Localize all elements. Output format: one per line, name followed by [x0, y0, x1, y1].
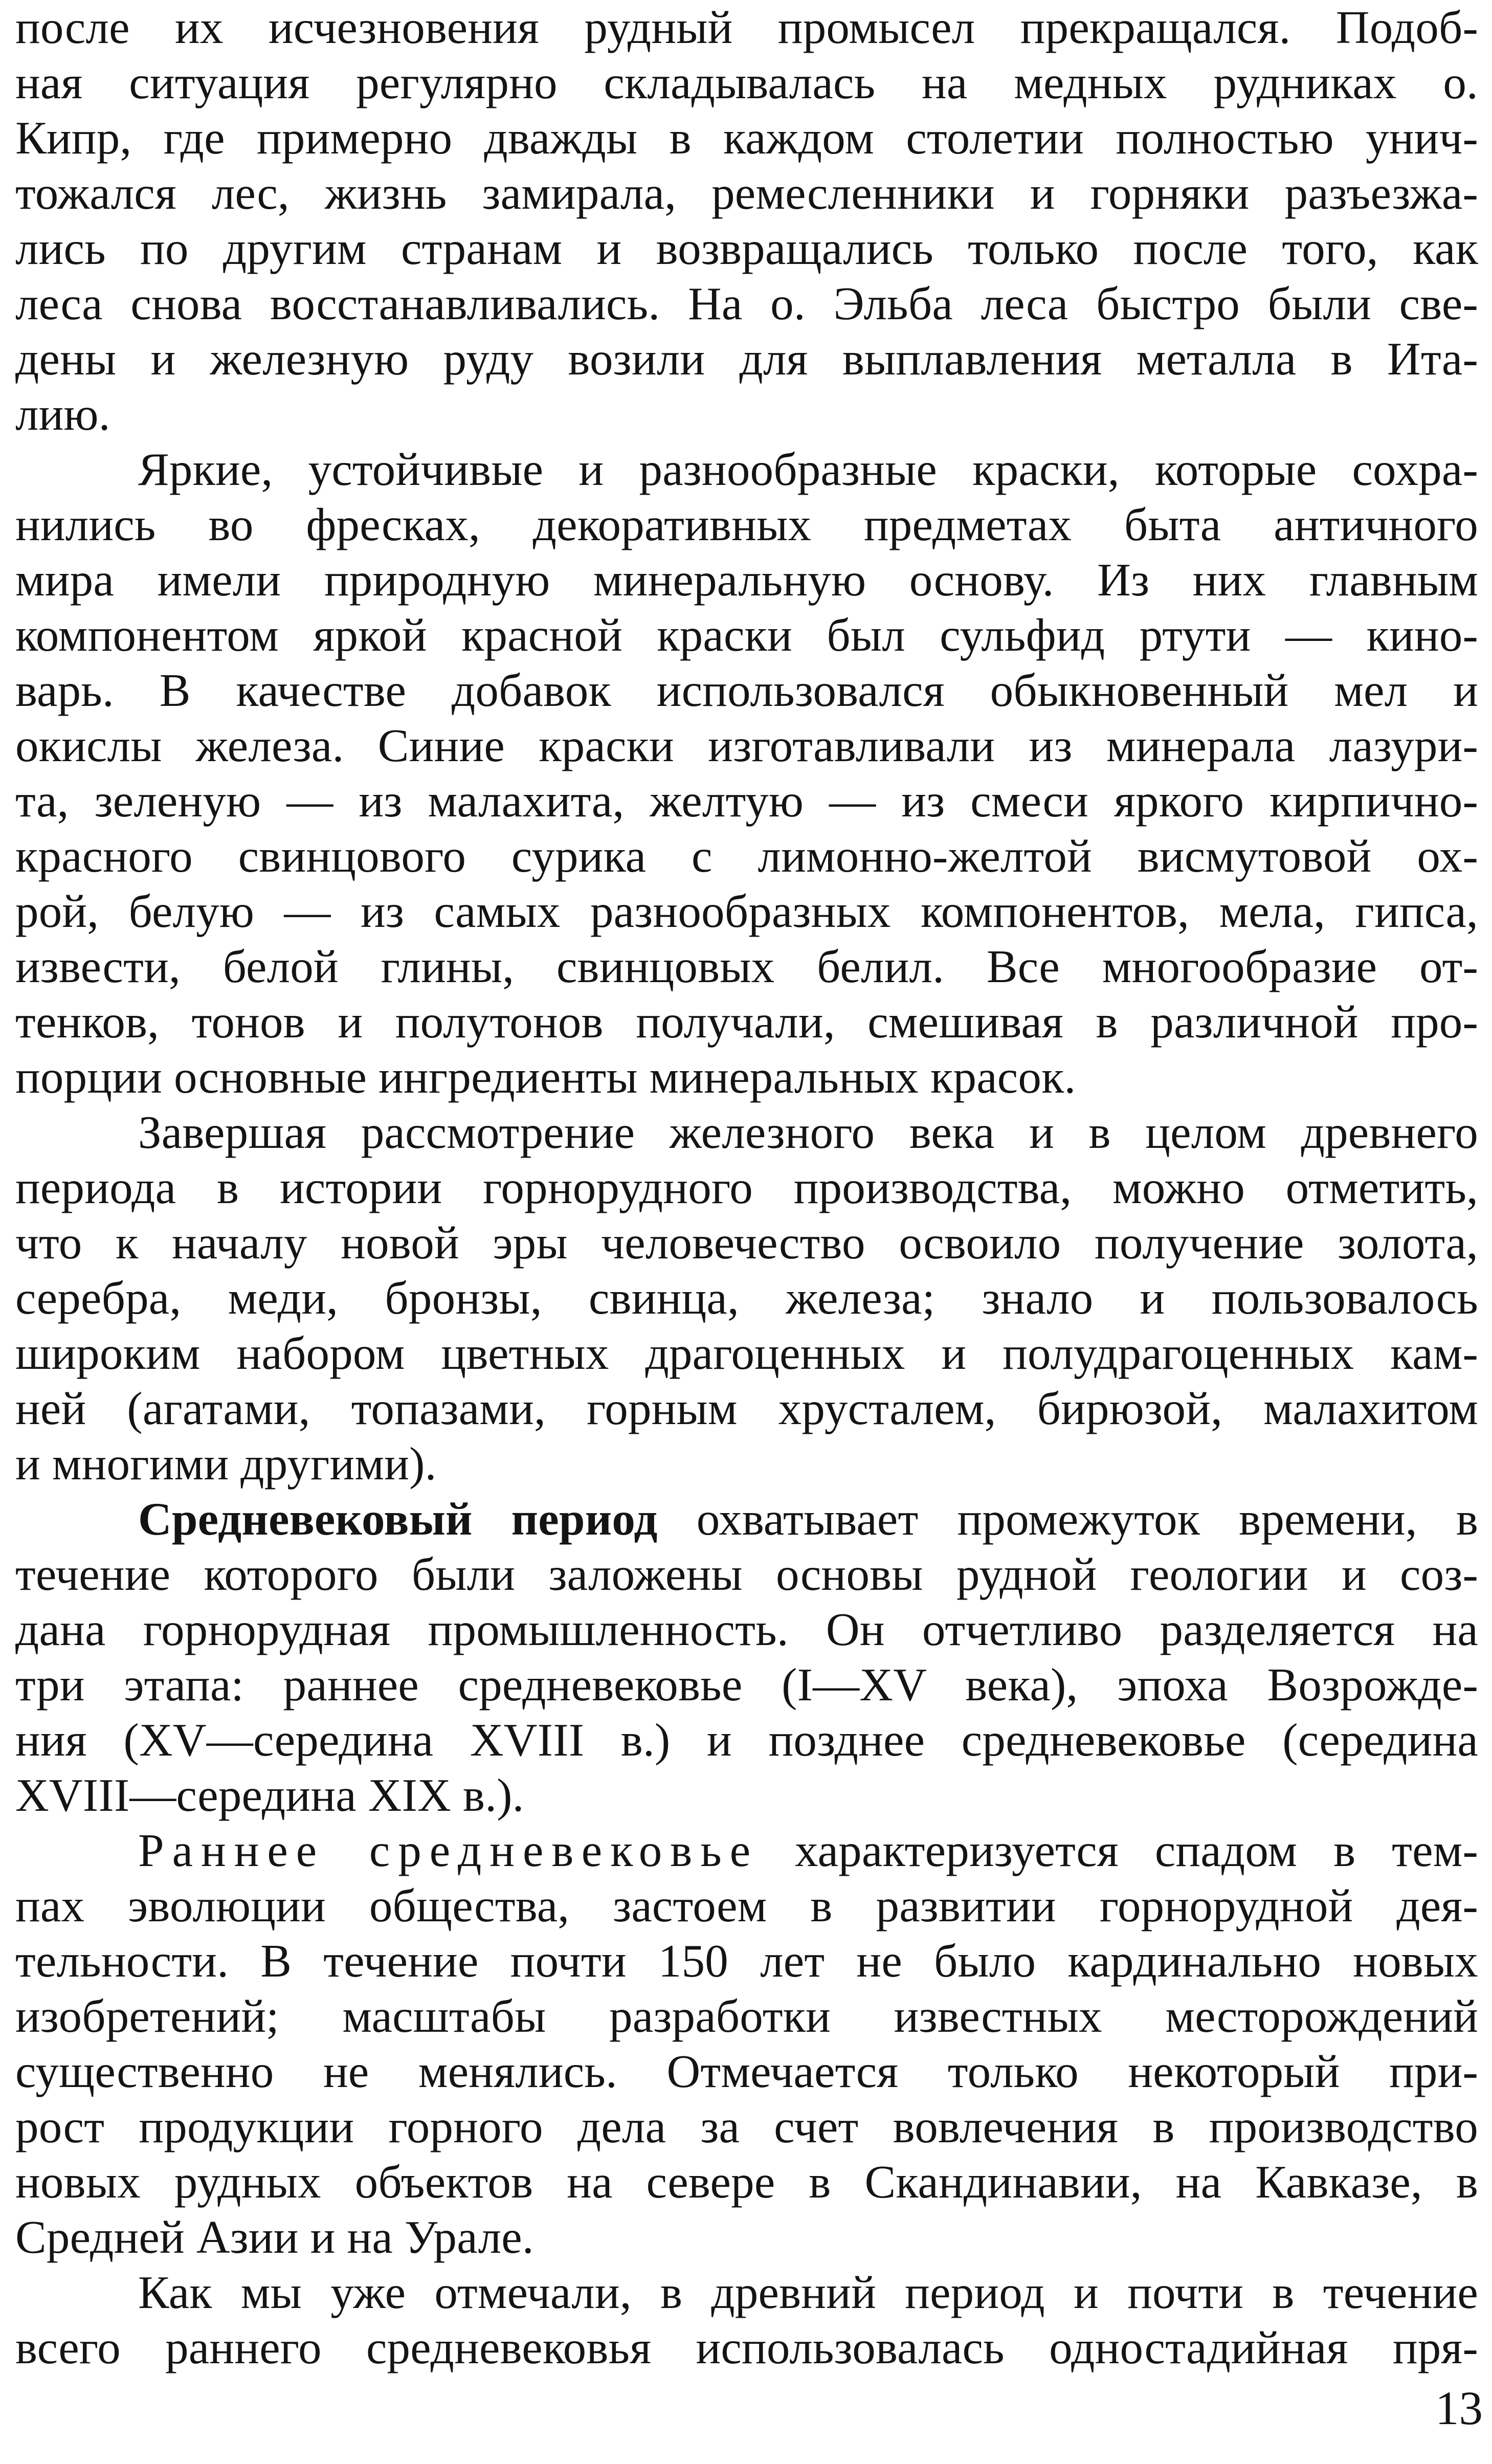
spaced-term: Раннее средневековье	[138, 1825, 759, 1876]
text-line: широким набором цветных драгоценных и полудрагоценных кам-	[15, 1327, 1478, 1379]
text-line: дены и железную руду возили для выплавления металла в Ита-	[15, 333, 1478, 385]
text-line: новых рудных объектов на севере в Скандинавии, на Кавказе, в	[15, 2156, 1478, 2208]
text-line	[138, 1823, 1478, 1878]
text-line-rest: характеризуется спадом в тем-	[795, 1825, 1479, 1876]
text-line: ней (агатами, топазами, горным хрусталем, бирюзой, малахитом	[15, 1383, 1478, 1434]
text-line: окислы железа. Синие краски изготавливали из минерала лазури-	[15, 720, 1478, 771]
text-line: и многими другими).	[15, 1438, 437, 1490]
text-line: рост продукции горного дела за счет вовлечения в производство	[15, 2101, 1478, 2152]
text-line: тенков, тонов и полутонов получали, смешивая в различной про-	[15, 996, 1478, 1048]
text-line: красного свинцового сурика с лимонно-желтой висмутовой ох-	[15, 830, 1478, 882]
text-line: ния (XV—середина XVIII в.) и позднее средневековье (середина	[15, 1714, 1478, 1766]
text-line: что к началу новой эры человечество освоило получение золота,	[15, 1217, 1478, 1269]
text-line: ная ситуация регулярно складывалась на медных рудниках о.	[15, 57, 1478, 108]
text-line: XVIII—середина XIX в.).	[15, 1769, 524, 1821]
text-line: Как мы уже отмечали, в древний период и почти в течение	[138, 2267, 1478, 2318]
text-line: Завершая рассмотрение железного века и в целом древнего	[138, 1106, 1478, 1158]
text-line: рой, белую — из самых разнообразных компонентов, мела, гипса,	[15, 885, 1478, 937]
text-line-rest: охватывает промежуток времени, в	[696, 1493, 1478, 1545]
text-line: всего раннего средневековья использовалась одностадийная пря-	[15, 2322, 1478, 2373]
text-line: леса снова восстанавливались. На о. Эльба леса быстро были све-	[15, 278, 1478, 329]
text-line: варь. В качестве добавок использовался обыкновенный мел и	[15, 664, 1478, 716]
text-line: Средней Азии и на Урале.	[15, 2211, 534, 2263]
text-line: течение которого были заложены основы рудной геологии и соз-	[15, 1548, 1478, 1600]
text-line: Яркие, устойчивые и разнообразные краски, которые сохра-	[138, 443, 1478, 495]
text-line: существенно не менялись. Отмечается только некоторый при-	[15, 2046, 1478, 2097]
text-line: периода в истории горнорудного производства, можно отметить,	[15, 1162, 1478, 1213]
text-line: пах эволюции общества, застоем в развитии горнорудной дея-	[15, 1880, 1478, 1932]
text-line: после их исчезновения рудный промысел прекращался. Подоб-	[15, 2, 1478, 53]
text-line: нились во фресках, декоративных предметах быта античного	[15, 499, 1478, 550]
text-line: лись по другим странам и возвращались только после того, как	[15, 223, 1478, 274]
text-line: три этапа: раннее средневековье (I—XV века), эпоха Возрожде-	[15, 1659, 1478, 1711]
text-line: извести, белой глины, свинцовых белил. Все многообразие от-	[15, 941, 1478, 992]
text-line: лию.	[15, 388, 110, 440]
page-number: 13	[1435, 2382, 1483, 2435]
text-line: изобретений; масштабы разработки известных месторождений	[15, 1990, 1478, 2042]
text-line: Кипр, где примерно дважды в каждом столетии полностью унич-	[15, 112, 1478, 164]
text-line: порции основные ингредиенты минеральных красок.	[15, 1051, 1076, 1103]
text-line: серебра, меди, бронзы, свинца, железа; знало и пользовалось	[15, 1272, 1478, 1324]
text-line: тельности. В течение почти 150 лет не было кардинально новых	[15, 1935, 1478, 1987]
text-line: мира имели природную минеральную основу. Из них главным	[15, 554, 1478, 606]
text-line	[138, 1492, 1478, 1547]
text-line: тожался лес, жизнь замирала, ремесленники и горняки разъезжа-	[15, 167, 1478, 219]
text-line: компонентом яркой красной краски был сульфид ртути — кино-	[15, 609, 1478, 661]
text-line: дана горнорудная промышленность. Он отчетливо разделяется на	[15, 1604, 1478, 1655]
bold-term: Средневековый период	[138, 1493, 658, 1545]
text-line: та, зеленую — из малахита, желтую — из смеси яркого кирпично-	[15, 775, 1478, 827]
